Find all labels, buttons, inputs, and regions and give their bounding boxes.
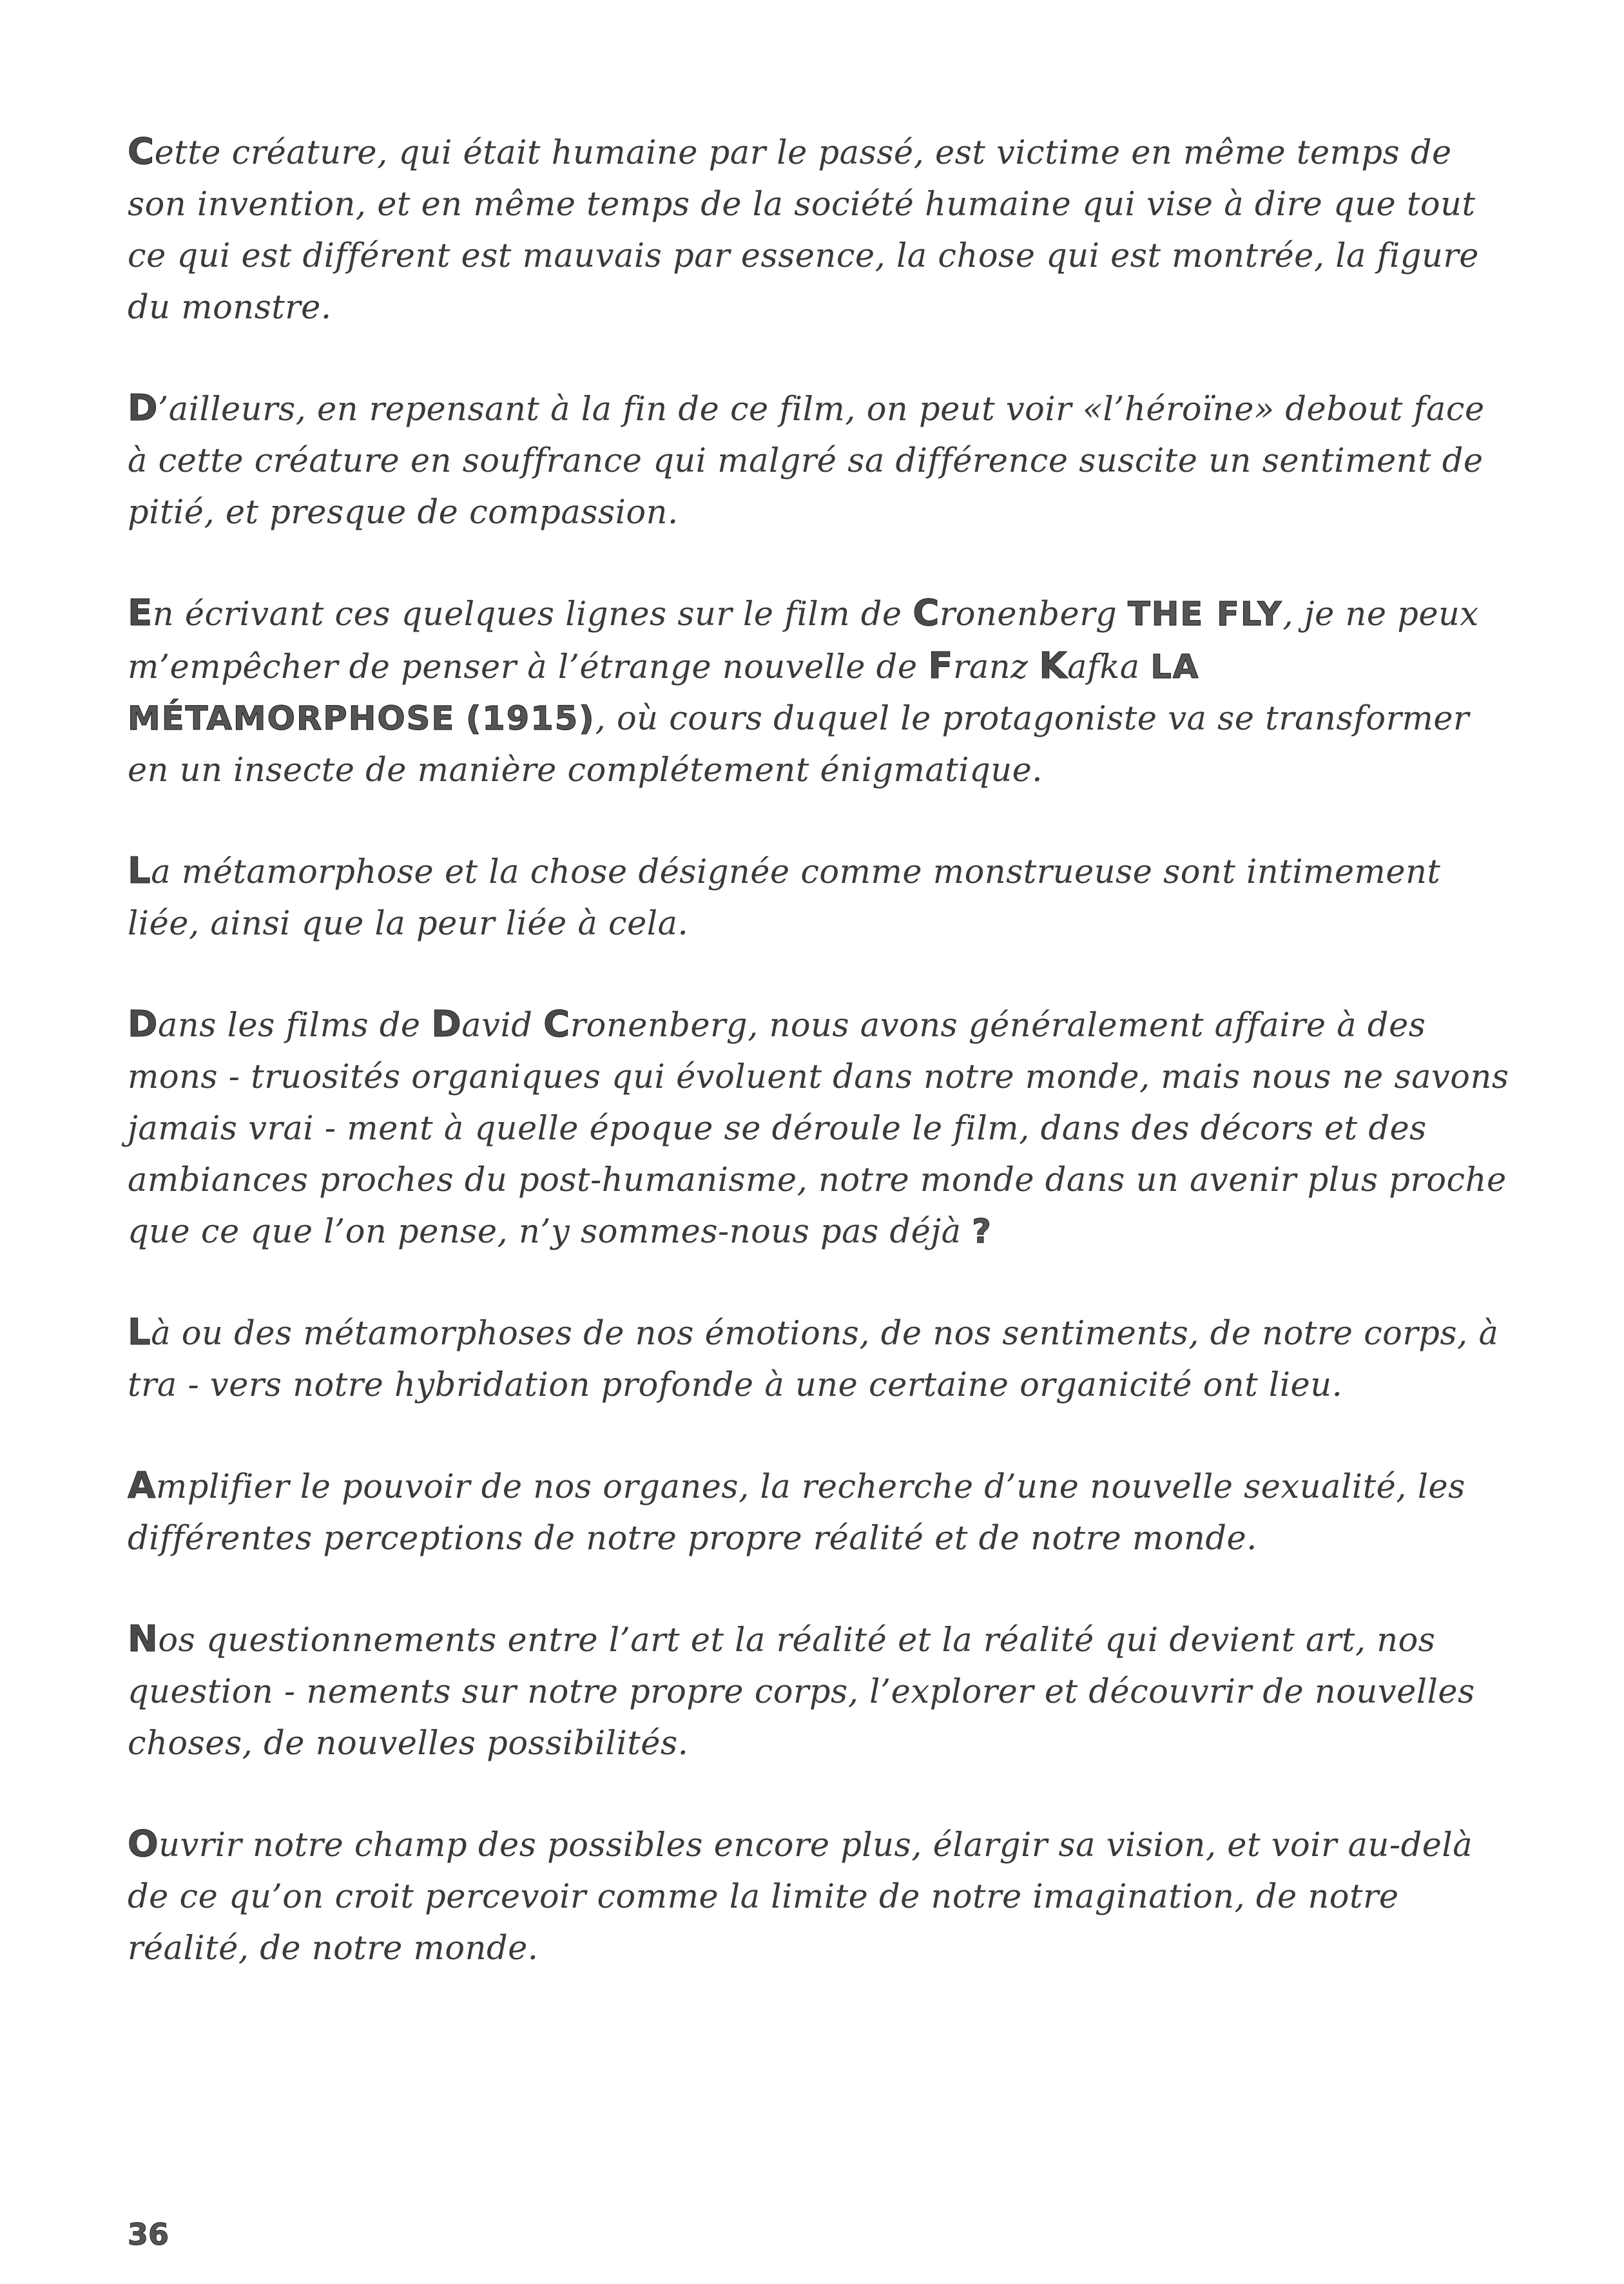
inline-capital: F [928,645,953,687]
inline-capital: C [913,592,940,634]
drop-cap: D [128,387,158,429]
inline-capital: C [543,1003,570,1045]
paragraph [128,383,1513,539]
paragraph [128,126,1513,334]
text-segment: ronenberg, nous avons généralement affaire à des mons - truosités organiques qui évoluent dans notre monde, mais nous ne savons jamais vrai - ment à quelle époque se déroule le film, dans des décors et des ambiances proches du post-humanisme, notre monde dans un avenir plus proche que ce que l’on pense, n’y sommes-nous pas déjà [128,1007,1509,1251]
text-segment: mplifier le pouvoir de nos organes, la recherche d’une nouvelle sexualité, les différentes perceptions de notre propre réalité et de notre monde. [128,1468,1465,1558]
text-segment: avid [461,1007,544,1045]
text-segment: a métamorphose et la chose désignée comme monstrueuse sont intimement liée, ainsi que la peur liée à cela. [128,853,1441,943]
paragraph [128,1460,1513,1565]
drop-cap: D [128,1003,158,1045]
paragraph [128,588,1513,797]
film-title: THE FLY [1127,595,1283,634]
drop-cap: L [128,850,151,892]
inline-capital: K [1039,645,1068,687]
drop-cap: C [128,131,155,173]
book-title: LA MÉTAMORPHOSE [128,648,1200,738]
inline-capital: D [431,1003,462,1045]
text-segment: , je ne peux m’empêcher de penser à l’étrange nouvelle de [128,595,1479,686]
drop-cap: L [128,1311,151,1353]
text-segment: ronenberg [939,595,1128,634]
text-segment: ’ailleurs, en repensant à la fin de ce film, on peut voir «l’héroïne» debout face à cette créature en souffrance qui malgré sa différence suscite un sentiment de pitié, et presque de compassion. [128,391,1485,532]
book-year: (1915) [465,700,595,738]
body-text [128,126,1513,2024]
text-segment: ette créature, qui était humaine par le passé, est victime en même temps de son invention, et en même temps de la société humaine qui vise à dire que tout ce qui est différent est mauvais par essence, la chose qui est montrée, la figure du monstre. [128,134,1479,327]
paragraph [128,999,1513,1258]
text-segment: , où cours duquel le protagoniste va se transformer en un insecte de manière complétement énigmatique. [128,700,1469,789]
text-segment: ans les films de [157,1007,432,1045]
text-segment: n écrivant ces quelques lignes sur le film de [152,595,913,634]
page-number: 36 [128,2217,169,2252]
drop-cap: A [128,1465,156,1507]
drop-cap: N [128,1618,159,1660]
drop-cap: O [128,1823,159,1865]
text-segment: ranz [952,648,1039,686]
text-segment: à ou des métamorphoses de nos émotions, de nos sentiments, de notre corps, à tra - vers notre hybridation profonde à une certaine organicité ont lieu. [128,1315,1499,1404]
text-segment: os questionnements entre l’art et la réalité et la réalité qui devient art, nos question - nements sur notre propre corps, l’explorer et découvrir de nouvelles choses, de nouvelles possibilités. [128,1621,1475,1763]
drop-cap: E [128,592,153,634]
paragraph [128,1307,1513,1411]
text-segment: afka [1067,648,1151,686]
paragraph [128,1819,1513,1975]
text-segment: uvrir notre champ des possibles encore plus, élargir sa vision, et voir au-delà de ce qu’on croit percevoir comme la limite de notre imagination, de notre réalité, de notre monde. [128,1826,1473,1968]
paragraph [128,846,1513,950]
paragraph [128,1614,1513,1770]
text-segment [455,700,466,738]
question-mark: ? [972,1213,992,1251]
